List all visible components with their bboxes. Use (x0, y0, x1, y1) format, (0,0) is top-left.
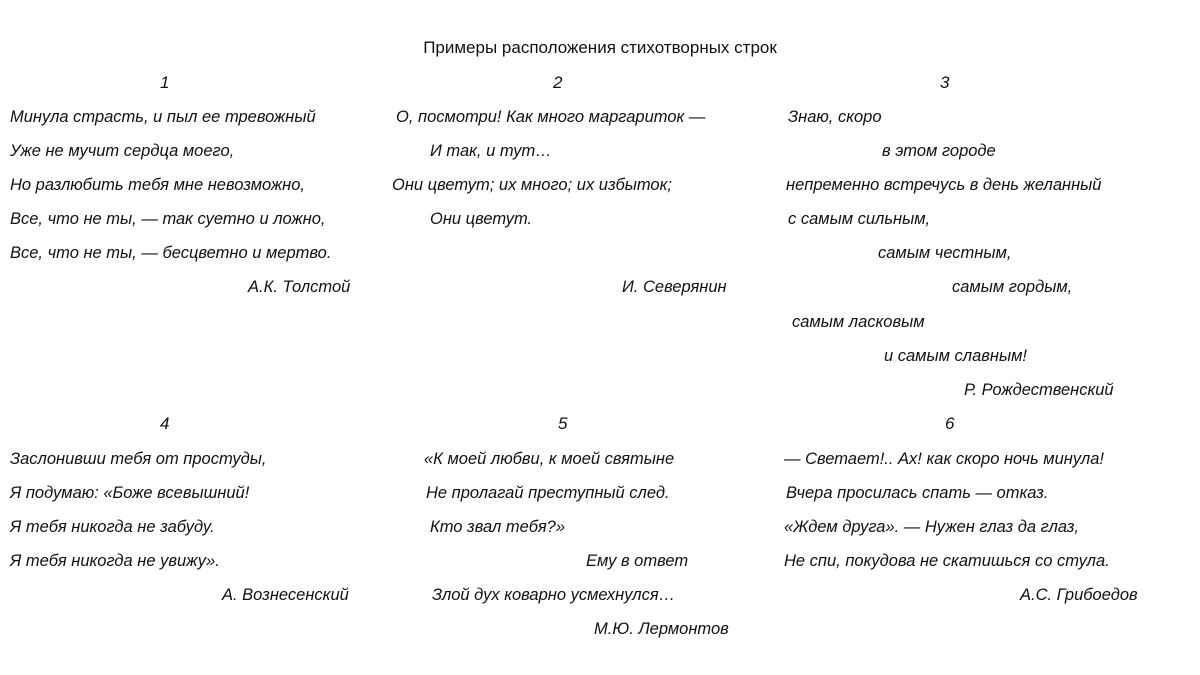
poem-line: самым честным, (878, 244, 1012, 262)
poem-number: 5 (558, 414, 568, 433)
poem-number: 4 (160, 414, 170, 433)
poem-author: А.С. Грибоедов (1020, 586, 1138, 604)
poem-line: Все, что не ты, — бесцветно и мертво. (10, 244, 332, 262)
poem-line: непременно встречусь в день желанный (786, 176, 1102, 194)
poem-line: Минула страсть, и пыл ее тревожный (10, 108, 316, 126)
poem-line: и самым славным! (884, 347, 1027, 365)
poem-number: 2 (553, 73, 563, 92)
poem-author: М.Ю. Лермонтов (594, 620, 729, 638)
poem-line: Уже не мучит сердца моего, (10, 142, 235, 160)
poem-line: с самым сильным, (788, 210, 931, 228)
poem-line: Ему в ответ (586, 552, 689, 570)
poem-author: И. Северянин (622, 278, 727, 296)
poem-line: Я подумаю: «Боже всевышний! (10, 484, 250, 502)
poem-line: самым гордым, (952, 278, 1073, 296)
poem-line: Не спи, покудова не скатишься со стула. (784, 552, 1110, 570)
poem-line: самым ласковым (792, 313, 925, 331)
poem-line: Заслонивши тебя от простуды, (10, 450, 267, 468)
poem-line: Кто звал тебя?» (430, 518, 566, 536)
poem-line: И так, и тут… (430, 142, 552, 160)
poem-line: Я тебя никогда не увижу». (10, 552, 220, 570)
poem-line: Я тебя никогда не забуду. (10, 518, 215, 536)
poem-line: Но разлюбить тебя мне невозможно, (10, 176, 306, 194)
poem-line: Злой дух коварно усмехнулся… (432, 586, 676, 604)
poem-line: Все, что не ты, — так суетно и ложно, (10, 210, 326, 228)
poem-number: 1 (160, 73, 170, 92)
poem-line: Знаю, скоро (788, 108, 882, 126)
poem-author: А. Вознесенский (222, 586, 349, 604)
poem-line: Они цветут. (430, 210, 533, 228)
poem-line: «Ждем друга». — Нужен глаз да глаз, (784, 518, 1079, 536)
poem-line: — Светает!.. Ах! как скоро ночь минула! (784, 450, 1104, 468)
poem-line: Не пролагай преступный след. (426, 484, 670, 502)
poem-author: Р. Рождественский (964, 381, 1114, 399)
poem-line: в этом городе (882, 142, 996, 160)
poem-number: 6 (945, 414, 955, 433)
poem-number: 3 (940, 73, 950, 92)
page-title: Примеры расположения стихотворных строк (423, 38, 777, 57)
poem-line: Они цветут; их много; их избыток; (392, 176, 672, 194)
poem-author: А.К. Толстой (248, 278, 351, 296)
poem-line: «К моей любви, к моей святыне (424, 450, 675, 468)
poem-line: О, посмотри! Как много маргариток — (396, 108, 706, 126)
poem-line: Вчера просилась спать — отказ. (786, 484, 1049, 502)
